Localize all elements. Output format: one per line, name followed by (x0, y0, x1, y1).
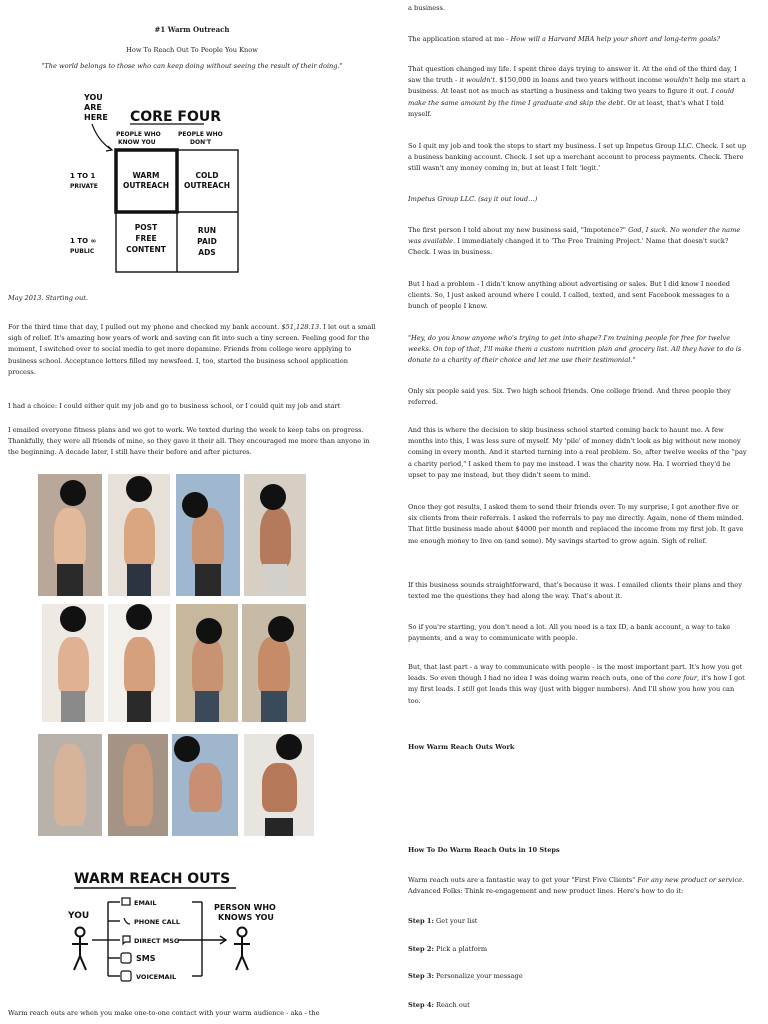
photo-9 (38, 734, 102, 836)
step-3-text: Personalize your message (433, 972, 523, 980)
photo-4 (244, 474, 306, 596)
p5-s2: I immediately changed it to 'The Free Training Project.' Name that doesn't suck? Check. I was in business. (408, 237, 729, 257)
core-four-diagram (64, 86, 254, 276)
phone-icon (124, 918, 130, 924)
step-3 (408, 971, 523, 982)
voicemail-icon (121, 971, 131, 981)
col1-label-1: PEOPLE WHO (116, 131, 161, 138)
photo-11 (172, 734, 238, 836)
p2-s3: wouldn't (663, 76, 693, 85)
p2-s6: Or at least, that's what I told myself. (408, 98, 724, 118)
para-straightforward: If this business sounds straightforward, that's because it was. I emailed clients their plans and they texted me the questions they had along the way. That's about it. (408, 581, 742, 601)
section-heading: #1 Warm Outreach (154, 25, 230, 34)
heading-how-warm-works: How Warm Reach Outs Work (408, 743, 515, 751)
p13-s2: , it's how I got my first leads. I (408, 674, 745, 694)
step-2 (408, 944, 487, 955)
para-six-people: Only six people said yes. Six. Two high school friends. One college friend. And three people they referred. (408, 387, 731, 407)
para-starting: So if you're starting, you don't need a lot. All you need is a tax ID, a bank account, a way to take payments, and a way to communicate with people. (408, 623, 731, 643)
cell-cold-2: OUTREACH (183, 181, 231, 190)
step-4 (408, 1000, 470, 1011)
channel-email: EMAIL (134, 899, 157, 907)
p2-s5: I could make the same amount by the time I graduate and skip the debt. (408, 87, 735, 107)
p13-s4: get leads this way (just with bigger numbers). And I'll show you how you can too. (408, 685, 735, 705)
you-label: YOU (68, 911, 90, 921)
p2-s4: help me start a business. At least not as much as starting a business and taking two years to figure it out. (408, 76, 746, 96)
you-are-here-line1: YOU (84, 93, 103, 102)
col2-label-1: PEOPLE WHO (178, 131, 223, 138)
para1-post: I let out a small sigh of relief. It's amazing how years of work and saving can fit into such a tiny screen. Feeling good for the moment, I switched over to social media to get more dopamine. Friends from college were applying to business school. Acceptance letters filled my newsfeed. I, too, started the business school application process. (8, 323, 376, 376)
p2-s2: . $150,000 in loans and two years without income (495, 76, 664, 85)
para1-amount: $51,128.13. (281, 323, 322, 331)
photo-1 (38, 474, 102, 596)
p2-s0: That question changed my life. I spent three days trying to answer it. At the end of the third day, I saw the truth - (408, 65, 737, 85)
core-four-svg (64, 86, 254, 276)
p5-s1: God, I suck. No wonder the name was available. (408, 226, 741, 246)
p13-s0: But, that last part - a way to communicate with people - is the most important part. It's how you get leads. So even though I had no idea I was doing warm reach outs, one of the (408, 663, 743, 683)
channel-phone: PHONE CALL (134, 918, 180, 926)
p13-s3: still (462, 685, 475, 694)
p1-italic: How will a Harvard MBA help your short and long-term goals? (510, 35, 721, 43)
step-2-text: Pick a platform (433, 945, 488, 953)
person-label-2: KNOWS YOU (218, 913, 274, 922)
cell-warm-2: OUTREACH (122, 181, 170, 190)
para-haunt: And this is where the decision to skip business school started coming back to haunt me. A few months into this, I was less sure of myself. My 'pile' of money didn't look as big without new money coming in every month. And it started turning into a real problem. So, after twelve weeks of the "pay a charity period," I asked them to pay me instead. I was the charity now. Ha. I worried they'd be upset to pay me instead, but they didn't seem to mind. (408, 426, 747, 479)
direct-msg-icon (123, 936, 130, 944)
row1-label-1: 1 TO 1 (70, 172, 96, 180)
cell-post-3: CONTENT (126, 245, 166, 254)
p5-s0: The first person I told about my new business said, "Impotence?" (408, 226, 629, 234)
para-impotence (408, 225, 748, 259)
date-line: May 2013. Starting out. (8, 294, 89, 302)
warm-reach-title: WARM REACH OUTS (74, 871, 231, 887)
p2-s1: it wouldn't (459, 76, 496, 85)
row2-label-1: 1 TO ∞ (70, 237, 97, 245)
para-application (408, 34, 748, 45)
before-after-photos (38, 474, 316, 836)
para-results: Once they got results, I asked them to send their friends over. To my surprise, I got another five or six clients from their referrals. I asked the referrals to pay me directly. Again, none of them minded. That little business made about $4000 per month and replaced the income from my first job. It gave me enough money to live on (and some). My savings started to grow again. Sigh of relief. (408, 503, 744, 545)
photo-12 (244, 734, 314, 836)
paragraph-fitness: I emailed everyone fitness plans and we got to work. We texted during the week to keep tabs on progress. Thankfully, they were all friends of mine, so they gave it their all. They encouraged me more than anyone in the beginning. A decade later, I still have their before and after pictures. (8, 426, 370, 457)
photo-6 (108, 604, 170, 722)
section-quote: "The world belongs to those who can keep doing without seeing the result of their doing." (41, 62, 343, 70)
cell-ads-1: RUN (197, 226, 217, 235)
section-subheading: How To Reach Out To People You Know (126, 46, 258, 54)
warm-reach-outs-diagram (60, 860, 300, 990)
photo-10 (108, 734, 168, 836)
cell-ads-2: PAID (197, 237, 217, 246)
you-are-here-line3: HERE (84, 113, 108, 122)
step-4-label: Step 4: (408, 1001, 434, 1009)
step-3-label: Step 3: (408, 972, 434, 980)
cell-warm-1: WARM (132, 171, 160, 180)
p14-s0: Warm reach outs are a fantastic way to get your "First Five Clients" (408, 876, 638, 884)
para-first-five (408, 875, 748, 897)
paragraph-warm-definition: Warm reach outs are when you make one-to-one contact with your warm audience - aka - the (8, 1009, 320, 1017)
para-quit-job: So I quit my job and took the steps to start my business. I set up Impetus Group LLC. Check. I set up a business banking account. Check. I set up a merchant account to process payments. Check. There still wasn't any money coming in, but at least I felt 'legit.' (408, 142, 747, 173)
person-label-1: PERSON WHO (214, 903, 276, 912)
para-a-business: a business. (408, 4, 445, 12)
cell-cold-1: COLD (195, 171, 219, 180)
photo-3 (176, 474, 240, 596)
you-figure (72, 928, 88, 971)
col2-label-2: DON'T (190, 139, 212, 146)
para1-pre: For the third time that day, I pulled out my phone and checked my bank account. (8, 323, 282, 331)
para-question (408, 64, 748, 120)
para-message-quote: "Hey, do you know anyone who's trying to get into shape? I'm training people for free for twelve weeks. On top of that, I'll make them a custom nutrition plan and grocery list. All they have to do is donate to a charity of their choice and let me use their testimonial." (408, 334, 742, 365)
person-figure (234, 928, 250, 971)
paragraph-choice: I had a choice: I could either quit my job and go to business school, or I could quit my job and start (8, 402, 341, 410)
channel-sms: SMS (136, 954, 156, 963)
channel-direct-msg: DIRECT MSG (134, 937, 180, 945)
step-1 (408, 916, 477, 927)
p13-s1: core four (666, 674, 698, 683)
you-are-here-line2: ARE (84, 103, 102, 112)
col1-label-2: KNOW YOU (118, 139, 156, 146)
photo-2 (108, 474, 170, 596)
p1-pre: The application stared at me - (408, 35, 511, 43)
step-1-label: Step 1: (408, 917, 434, 925)
para-problem: But I had a problem - I didn't know anything about advertising or sales. But I did know I needed clients. So, I just asked around where I could. I called, texted, and sent Facebook messages to a bunch of people I knew. (408, 280, 730, 311)
email-icon (122, 898, 130, 905)
channel-voicemail: VOICEMAIL (136, 973, 177, 981)
step-4-text: Reach out (433, 1001, 470, 1009)
row1-label-2: PRIVATE (70, 183, 98, 190)
step-2-label: Step 2: (408, 945, 434, 953)
para-impetus: Impetus Group LLC. (say it out loud…) (408, 195, 538, 203)
cell-post-2: FREE (135, 234, 157, 243)
heading-10-steps: How To Do Warm Reach Outs in 10 Steps (408, 846, 560, 854)
cell-ads-3: ADS (198, 248, 216, 257)
paragraph-bank (8, 322, 376, 378)
cell-post-1: POST (134, 223, 158, 232)
p14-s1: For any new product or service. (637, 876, 745, 884)
sms-icon (121, 953, 131, 963)
row2-label-2: PUBLIC (70, 248, 95, 255)
p14-s2: Advanced Folks: Think re-engagement and new product lines. Here's how to do it: (408, 887, 684, 896)
warm-reach-svg (60, 860, 300, 990)
step-1-text: Get your list (433, 917, 478, 925)
photo-7 (176, 604, 238, 722)
photo-8 (242, 604, 306, 722)
para-last-part (408, 662, 748, 707)
core-four-title: CORE FOUR (130, 109, 222, 125)
photo-5 (42, 604, 104, 722)
